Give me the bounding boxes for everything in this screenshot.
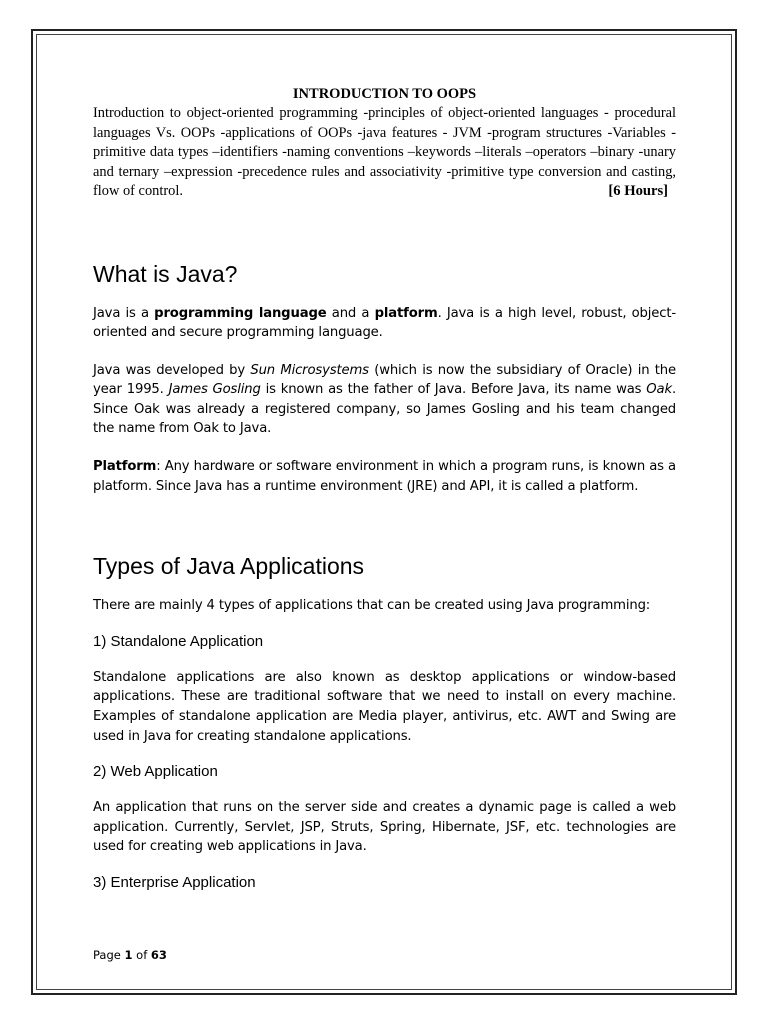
heading-standalone-application: 1) Standalone Application [93, 632, 264, 650]
current-page-number: 1 [124, 948, 133, 962]
syllabus-topics: Introduction to object-oriented programming -principles of object-oriented languages - procedural languages Vs. OOPs -applications of OOPs -java features - JVM -program structures -Variables -primitive data types –identifiers -naming conventions –keywords –literals –operators –binary -unary and ternary –expression -precedence rules and associativity -primitive type conversion and casting, flow of control. [93, 105, 676, 199]
italic-sun-microsystems: Sun Microsystems [250, 362, 369, 378]
unit-title: INTRODUCTION TO OOPS [292, 86, 477, 102]
page-footer: Page 1 of 63 [93, 948, 167, 962]
java-history-paragraph: Java was developed by Sun Microsystems (which is now the subsidiary of Oracle) in the year 1995. James Gosling is known as the father of Java. Before Java, its name was Oak. Since Oak was already a registered company, so James Gosling and his team changed the name from Oak to Java. [93, 362, 676, 437]
total-page-count: 63 [150, 948, 167, 962]
platform-paragraph: Platform: Any hardware or software environment in which a program runs, is known as a platform. Since Java has a runtime environment (JRE) and API, it is called a platform. [93, 459, 676, 494]
italic-oak: Oak [646, 382, 672, 398]
hours-label: [6 Hours] [608, 183, 668, 199]
types-intro-paragraph: There are mainly 4 types of applications that can be created using Java programming: [93, 598, 651, 614]
heading-enterprise-application: 3) Enterprise Application [93, 874, 256, 891]
standalone-paragraph: Standalone applications are also known as desktop applications or window-based applications. These are traditional software that we need to install on every machine. Examples of standalone application are Media player, antivirus, etc. AWT and Swing are used in Java for creating standalone applications. [93, 669, 676, 744]
heading-web-application: 2) Web Application [93, 763, 218, 781]
heading-types-of-java-applications: Types of Java Applications [93, 553, 365, 580]
syllabus-text [93, 104, 676, 202]
syllabus-block [93, 84, 676, 202]
java-definition-paragraph: Java is a programming language and a platform. Java is a high level, robust, object-oriented and secure programming language. [93, 305, 676, 341]
web-application-paragraph: An application that runs on the server side and creates a dynamic page is called a web application. Currently, Servlet, JSP, Struts, Spring, Hibernate, JSF, etc. technologies are used for creating web applications in Java. [93, 800, 676, 855]
bold-platform-term: Platform [93, 459, 157, 475]
italic-james-gosling: James Gosling [168, 382, 261, 398]
bold-programming-language: programming language [154, 305, 327, 321]
heading-what-is-java: What is Java? [93, 260, 238, 287]
page-content [93, 84, 676, 893]
bold-platform: platform [374, 305, 438, 321]
